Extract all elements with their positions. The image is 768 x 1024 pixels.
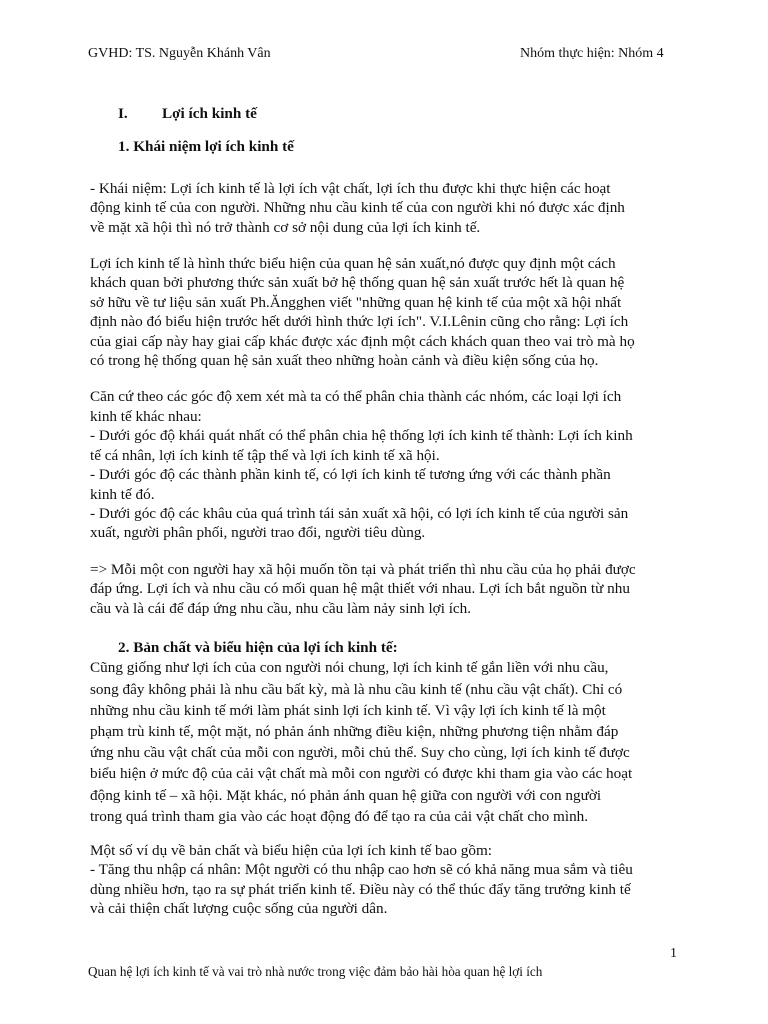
text-line: của giai cấp này hay giai cấp khác được xác định một cách khách quan theo vai trò mà họ — [90, 332, 635, 350]
text-line: Một số ví dụ về bản chất và biểu hiện của lợi ích kinh tế bao gồm: — [90, 841, 492, 859]
text-line: động kinh tế – xã hội. Mặt khác, nó phản ánh quan hệ giữa con người với con người — [90, 786, 602, 804]
paragraph-examples — [90, 841, 690, 919]
section-number: I. — [118, 105, 128, 122]
text-line: những nhu cầu kinh tế mới làm phát sinh lợi ích kinh tế. Vì vậy lợi ích kinh tế là một — [90, 701, 606, 719]
text-line: - Dưới góc độ khái quát nhất có thể phân chia hệ thống lợi ích kinh tế thành: Lợi ích kinh — [90, 427, 633, 445]
text-line: Cũng giống như lợi ích của con người nói chung, lợi ích kinh tế gắn liền với nhu cầu, — [90, 659, 609, 677]
header-group: Nhóm thực hiện: Nhóm 4 — [520, 46, 664, 61]
text-line: kinh tế khác nhau: — [90, 407, 202, 425]
text-line: phạm trù kinh tế, một mặt, nó phản ánh những điều kiện, những phương tiện nhằm đáp — [90, 722, 619, 740]
text-line: động kinh tế của con người. Những nhu cầu kinh tế của con người khi nó được xác định — [90, 199, 625, 217]
text-line: - Khái niệm: Lợi ích kinh tế là lợi ích vật chất, lợi ích thu được khi thực hiện các hoạt — [90, 179, 611, 197]
text-line: định nào đó biểu hiện trước hết dưới hình thức lợi ích". V.I.Lênin cũng cho rằng: Lợi ích — [90, 313, 629, 331]
text-line: khách quan bởi phương thức sản xuất bở hệ thống quan hệ sản xuất trước hết là quan hệ — [90, 274, 625, 292]
paragraph-conclusion — [90, 560, 690, 618]
section-title: Lợi ích kinh tế — [162, 105, 257, 122]
text-line: dùng nhiều hơn, tạo ra sự phát triển kinh tế. Điều này có thể thúc đẩy tăng trưởng kinh tế — [90, 880, 631, 898]
text-line: - Dưới góc độ các thành phần kinh tế, có lợi ích kinh tế tương ứng với các thành phần — [90, 466, 611, 484]
section-heading — [90, 104, 690, 123]
page-number: 1 — [670, 946, 677, 961]
text-line: tế cá nhân, lợi ích kinh tế tập thể và lợi ích kinh tế xã hội. — [90, 446, 440, 464]
subsection-2-title: 2. Bản chất và biểu hiện của lợi ích kinh tế: — [118, 638, 398, 656]
text-line: sở hữu về tư liệu sản xuất Ph.Ăngghen viết "những quan hệ kinh tế của một xã hội nhất — [90, 293, 622, 311]
text-line: => Mỗi một con người hay xã hội muốn tồn tại và phát triển thì nhu cầu của họ phải được — [90, 560, 636, 578]
paragraph-definition — [90, 179, 690, 237]
text-line: đáp ứng. Lợi ích và nhu cầu có mối quan hệ mật thiết với nhau. Lợi ích bắt nguồn từ nhu — [90, 580, 630, 598]
text-line: xuất, người phân phối, người trao đổi, người tiêu dùng. — [90, 524, 426, 542]
text-line: - Tăng thu nhập cá nhân: Một người có thu nhập cao hơn sẽ có khả năng mua sắm và tiêu — [90, 861, 633, 879]
text-line: Căn cứ theo các góc độ xem xét mà ta có thể phân chia thành các nhóm, các loại lợi ích — [90, 388, 622, 406]
document-body — [90, 104, 690, 936]
text-line: về mặt xã hội thì nó trở thành cơ sở nội dung của lợi ích kinh tế. — [90, 218, 481, 236]
text-line: trong quá trình tham gia vào các hoạt động đó để tạo ra của cải vật chất cho mình. — [90, 807, 589, 825]
text-line: kinh tế đó. — [90, 485, 155, 503]
text-line: có trong hệ thống quan hệ sản xuất theo những hoàn cảnh và điều kiện sống của họ. — [90, 352, 599, 370]
text-line: song đây không phải là nhu cầu bất kỳ, mà là nhu cầu kinh tế (nhu cầu vật chất). Chỉ có — [90, 680, 623, 698]
subsection-1-title: 1. Khái niệm lợi ích kinh tế — [118, 138, 294, 156]
header-instructor: GVHD: TS. Nguyễn Khánh Vân — [88, 46, 271, 61]
paragraph-classification — [90, 387, 690, 542]
text-line: biểu hiện ở mức độ của cải vật chất mà mỗi con người có được khi tham gia vào các hoạt — [90, 765, 633, 783]
paragraph-form — [90, 254, 690, 370]
footer-title: Quan hệ lợi ích kinh tế và vai trò nhà nước trong việc đảm bảo hài hòa quan hệ lợi ích — [88, 964, 543, 979]
text-line: và cải thiện chất lượng cuộc sống của người dân. — [90, 900, 388, 918]
text-line: Lợi ích kinh tế là hình thức biểu hiện của quan hệ sản xuất,nó được quy định một cách — [90, 255, 616, 273]
text-line: - Dưới góc độ các khâu của quá trình tái sản xuất xã hội, có lợi ích kinh tế của người sản — [90, 504, 629, 522]
text-line: cầu và là cái để đáp ứng nhu cầu, nhu cầu làm nảy sinh lợi ích. — [90, 599, 472, 617]
text-line: ứng nhu cầu vật chất của mỗi con người, mỗi chủ thể. Suy cho cùng, lợi ích kinh tế được — [90, 744, 630, 762]
paragraph-nature — [90, 657, 690, 827]
